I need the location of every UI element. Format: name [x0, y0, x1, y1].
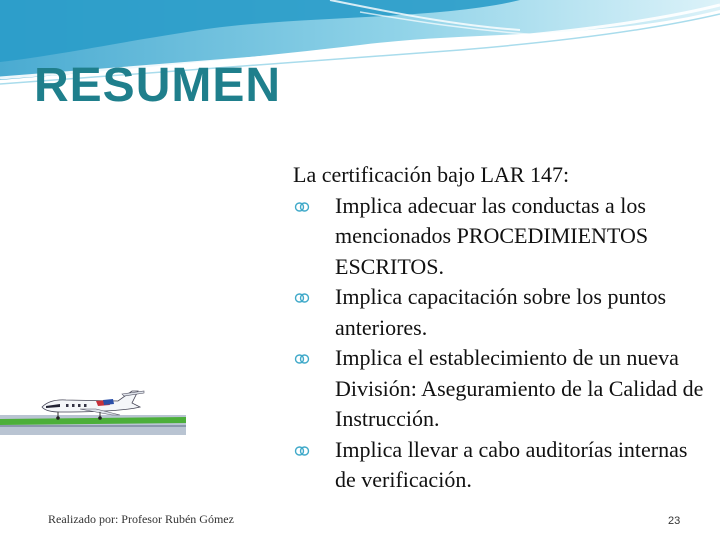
footer-author: Realizado por: Profesor Rubén Gómez: [48, 512, 234, 526]
intro-text: La certificación bajo LAR 147:: [293, 162, 570, 187]
list-item: [293, 343, 713, 435]
rings-icon: [294, 353, 310, 365]
page-number: 23: [668, 515, 681, 527]
rings-icon: [294, 445, 310, 457]
bullet-text: Implica el establecimiento de un nueva División: Aseguramiento de la Calidad de Instrucción.: [335, 345, 704, 431]
bullet-text: Implica adecuar las conductas a los mencionados PROCEDIMIENTOS ESCRITOS.: [335, 192, 649, 279]
list-item: [293, 282, 713, 343]
list-item: [293, 191, 713, 283]
rings-icon: [294, 201, 310, 213]
slide-title: RESUMEN: [34, 59, 282, 112]
list-item: [293, 435, 713, 496]
bullet-text: Implica llevar a cabo auditorías internas de verificación.: [335, 436, 688, 492]
bullet-list: [293, 191, 713, 496]
rings-icon: [294, 292, 310, 304]
bullet-text: Implica capacitación sobre los puntos anteriores.: [335, 284, 667, 340]
slide-content: [293, 160, 713, 496]
airplane-illustration: [0, 385, 186, 435]
